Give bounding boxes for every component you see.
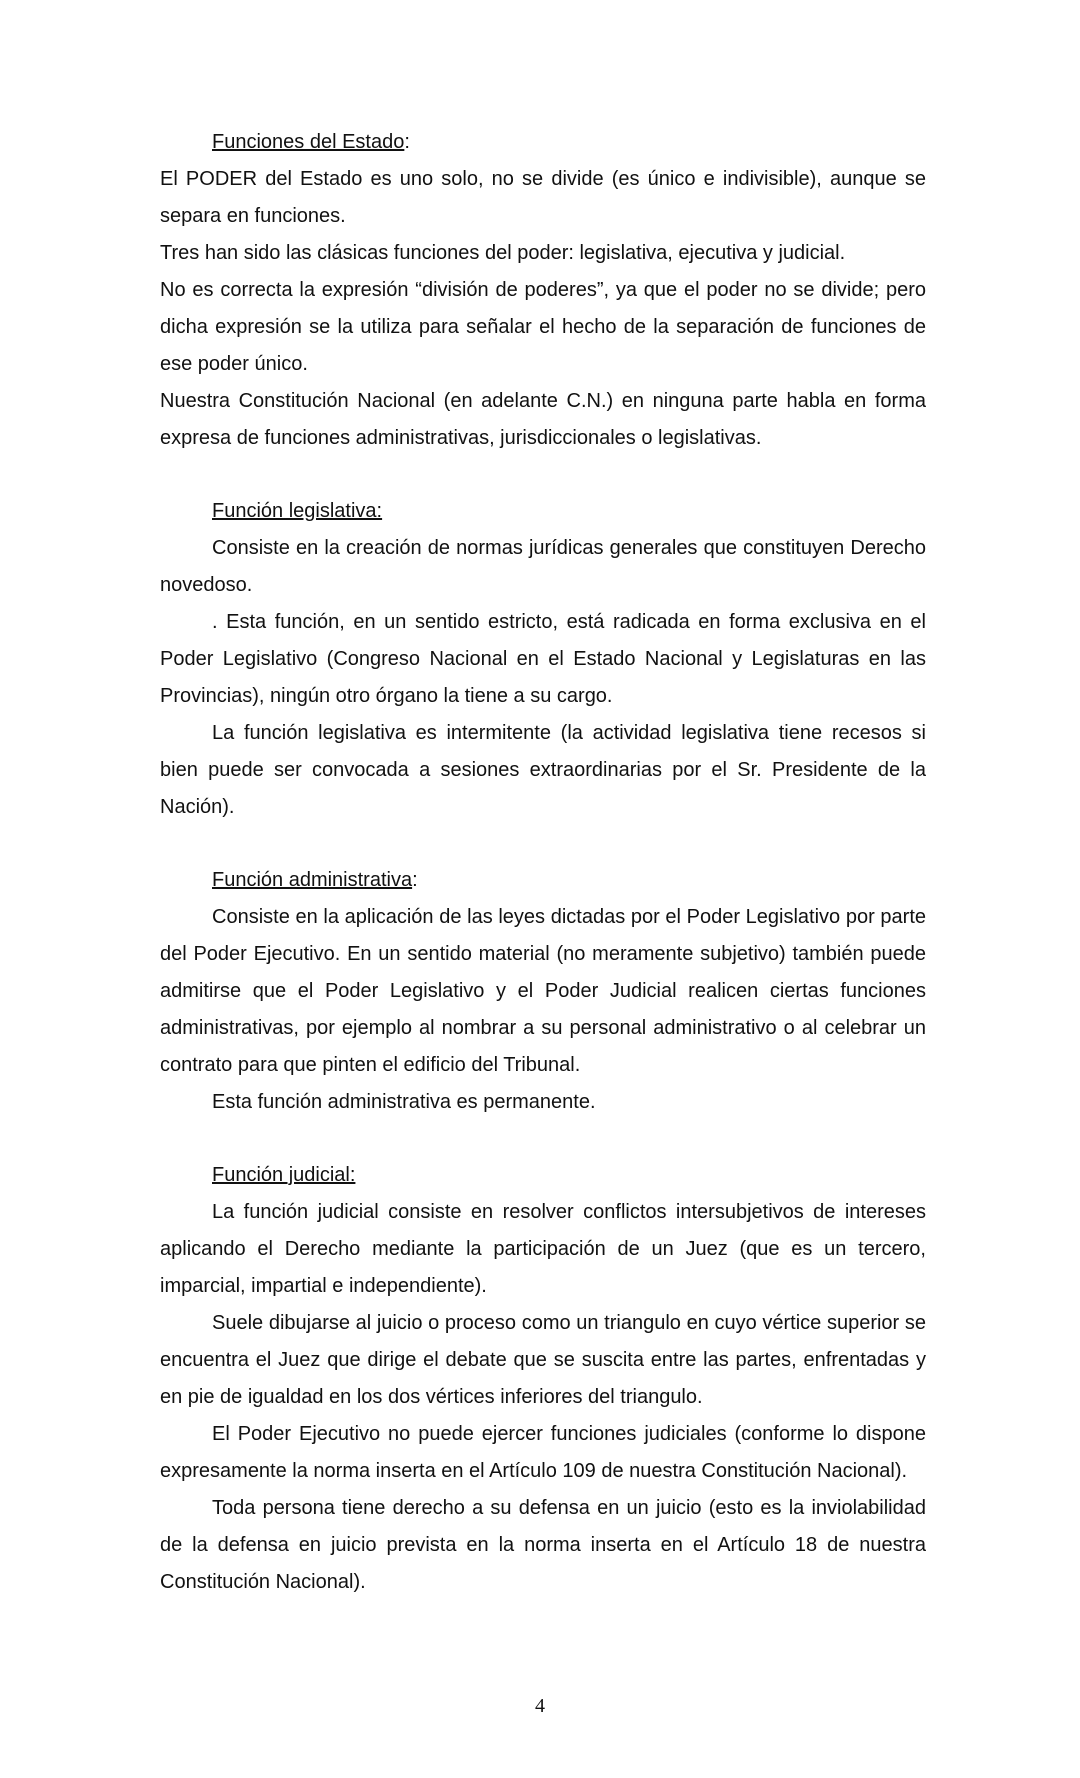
paragraph: La función legislativa es intermitente (la actividad legislativa tiene recesos si bien puede ser convocada a sesiones extraordinarias por el Sr. Presidente de la Nación). [160,722,926,818]
paragraph: Suele dibujarse al juicio o proceso como un triangulo en cuyo vértice superior se encuentra el Juez que dirige el debate que se suscita entre las partes, enfrentadas y en pie de igualdad en los dos vértices inferiores del triangulo. [160,1312,926,1408]
section-funciones-del-estado [160,124,926,457]
heading-text: Función judicial: [212,1164,356,1186]
section-funcion-administrativa [160,862,926,1121]
section-heading [212,493,926,530]
section-heading [212,124,926,161]
paragraph: Consiste en la creación de normas jurídicas generales que constituyen Derecho novedoso. [160,537,926,596]
heading-text: Funciones del Estado [212,131,405,153]
heading-text: Función legislativa: [212,500,383,522]
paragraph: La función judicial consiste en resolver conflictos intersubjetivos de intereses aplicando el Derecho mediante la participación de un Juez (que es un tercero, imparcial, impartial e independiente). [160,1201,926,1297]
document-page [160,124,926,1601]
section-funcion-legislativa [160,493,926,826]
section-funcion-judicial [160,1157,926,1601]
heading-suffix: : [412,869,418,891]
paragraph: Consiste en la aplicación de las leyes dictadas por el Poder Legislativo por parte del Poder Ejecutivo. En un sentido material (no meramente subjetivo) también puede admitirse que el Poder Legislativo y el Poder Judicial realicen ciertas funciones administrativas, por ejemplo al nombrar a su personal administrativo o al celebrar un contrato para que pinten el edificio del Tribunal. [160,906,926,1076]
section-heading [212,1157,926,1194]
paragraph: El PODER del Estado es uno solo, no se divide (es único e indivisible), aunque se separa en funciones. [160,168,926,227]
section-spacer [160,457,926,493]
page-number: 4 [535,1695,545,1717]
paragraph: El Poder Ejecutivo no puede ejercer funciones judiciales (conforme lo dispone expresamente la norma inserta en el Artículo 109 de nuestra Constitución Nacional). [160,1423,926,1482]
section-spacer [160,1121,926,1157]
paragraph: Nuestra Constitución Nacional (en adelante C.N.) en ninguna parte habla en forma expresa de funciones administrativas, jurisdiccionales o legislativas. [160,390,926,449]
heading-text: Función administrativa [212,869,413,891]
section-spacer [160,826,926,862]
section-heading [212,862,926,899]
paragraph: Tres han sido las clásicas funciones del poder: legislativa, ejecutiva y judicial. [160,242,846,264]
paragraph: Toda persona tiene derecho a su defensa en un juicio (esto es la inviolabilidad de la defensa en juicio prevista en la norma inserta en el Artículo 18 de nuestra Constitución Nacional). [160,1497,926,1593]
heading-suffix: : [404,131,410,153]
paragraph: No es correcta la expresión “división de poderes”, ya que el poder no se divide; pero dicha expresión se la utiliza para señalar el hecho de la separación de funciones de ese poder único. [160,279,926,375]
paragraph: Esta función administrativa es permanente. [212,1091,596,1113]
paragraph: . Esta función, en un sentido estricto, está radicada en forma exclusiva en el Poder Legislativo (Congreso Nacional en el Estado Nacional y Legislaturas en las Provincias), ningún otro órgano la tiene a su cargo. [160,611,926,707]
